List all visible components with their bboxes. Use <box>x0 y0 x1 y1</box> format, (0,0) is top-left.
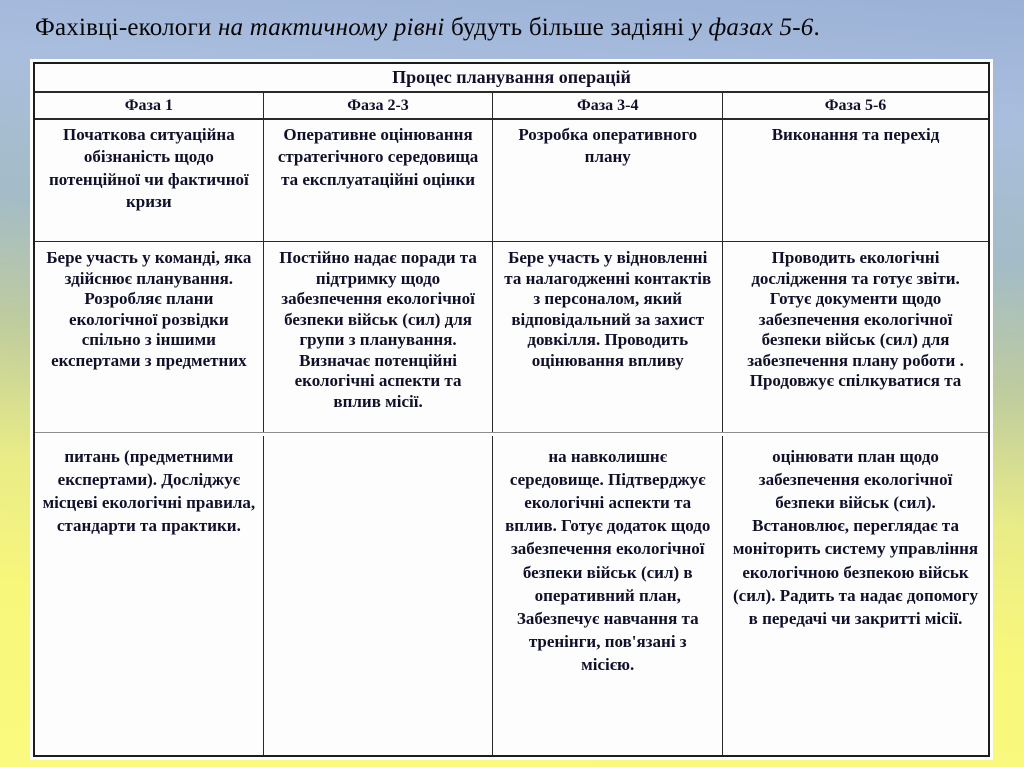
table-cell: Початкова ситуаційна обізнаність щодо потенційної чи фактичної кризи <box>35 120 264 241</box>
table-cell: на навколишнє середовище. Підтверджує екологічні аспекти та вплив. Готує додаток щодо забезпечення екологічної безпеки військ (сил) в оперативний план, Забезпечує навчання та тренінги, пов'язані з місією. <box>493 436 723 755</box>
table-cell <box>264 436 494 755</box>
table-row-details-upper <box>35 242 988 432</box>
phase-header-row <box>35 93 988 120</box>
table-cell: Виконання та перехід <box>771 125 940 144</box>
table-row-details-lower <box>35 436 988 755</box>
table-card <box>30 59 993 760</box>
table-cell: оцінювати план щодо забезпечення екологічної безпеки військ (сил). Встановлює, переглядає та моніторить систему управління екологічною безпекою військ (сил). Радить та надає допомогу в передачі чи закритті місії. <box>732 447 979 628</box>
title-segment-italic: у фазах 5-6 <box>690 14 814 41</box>
table-cell: питань (предметними експертами). Досліджує місцеві екологічні правила, стандарти та практики. <box>35 436 264 755</box>
title-segment: Фахівці-екологи <box>35 14 218 41</box>
phase-header-cell-2: Фаза 2-3 <box>264 93 494 118</box>
table-cell: Постійно надає поради та підтримку щодо забезпечення екологічної безпеки військ (сил) для групи з планування. Визначає потенційні екологічні аспекти та вплив місії. <box>264 242 494 432</box>
title-segment-italic: на тактичному рівні <box>217 14 445 41</box>
table-cell: Бере участь у відновленні та налагодженні контактів з персоналом, який відповідальний за захист довкілля. Проводить оцінювання впливу <box>493 242 723 432</box>
phase-header-cell-1: Фаза 1 <box>35 93 264 118</box>
title-segment: . <box>813 14 820 41</box>
table-cell: Бере участь у команді, яка здійснює планування. Розробляє плани екологічної розвідки спільно з іншими експертами з предметних <box>35 242 264 432</box>
table-row-activities-summary <box>35 120 988 242</box>
table-cell: Оперативне оцінювання стратегічного середовища та експлуатаційні оцінки <box>264 120 494 241</box>
table-caption: Процес планування операцій <box>35 64 988 93</box>
phase-header-cell-4: Фаза 5-6 <box>824 96 887 114</box>
page-title <box>35 14 1004 42</box>
title-segment: будуть більше задіяні <box>444 14 691 41</box>
planning-process-table <box>33 62 990 757</box>
phase-header-cell-3: Фаза 3-4 <box>493 93 723 118</box>
table-cell: Проводить екологічні дослідження та готує звіти. Готує документи щодо забезпечення екологічної безпеки військ (сил) для забезпечення плану роботи . Продовжує спілкуватися та <box>747 248 964 391</box>
table-cell: Розробка оперативного плану <box>493 120 723 241</box>
